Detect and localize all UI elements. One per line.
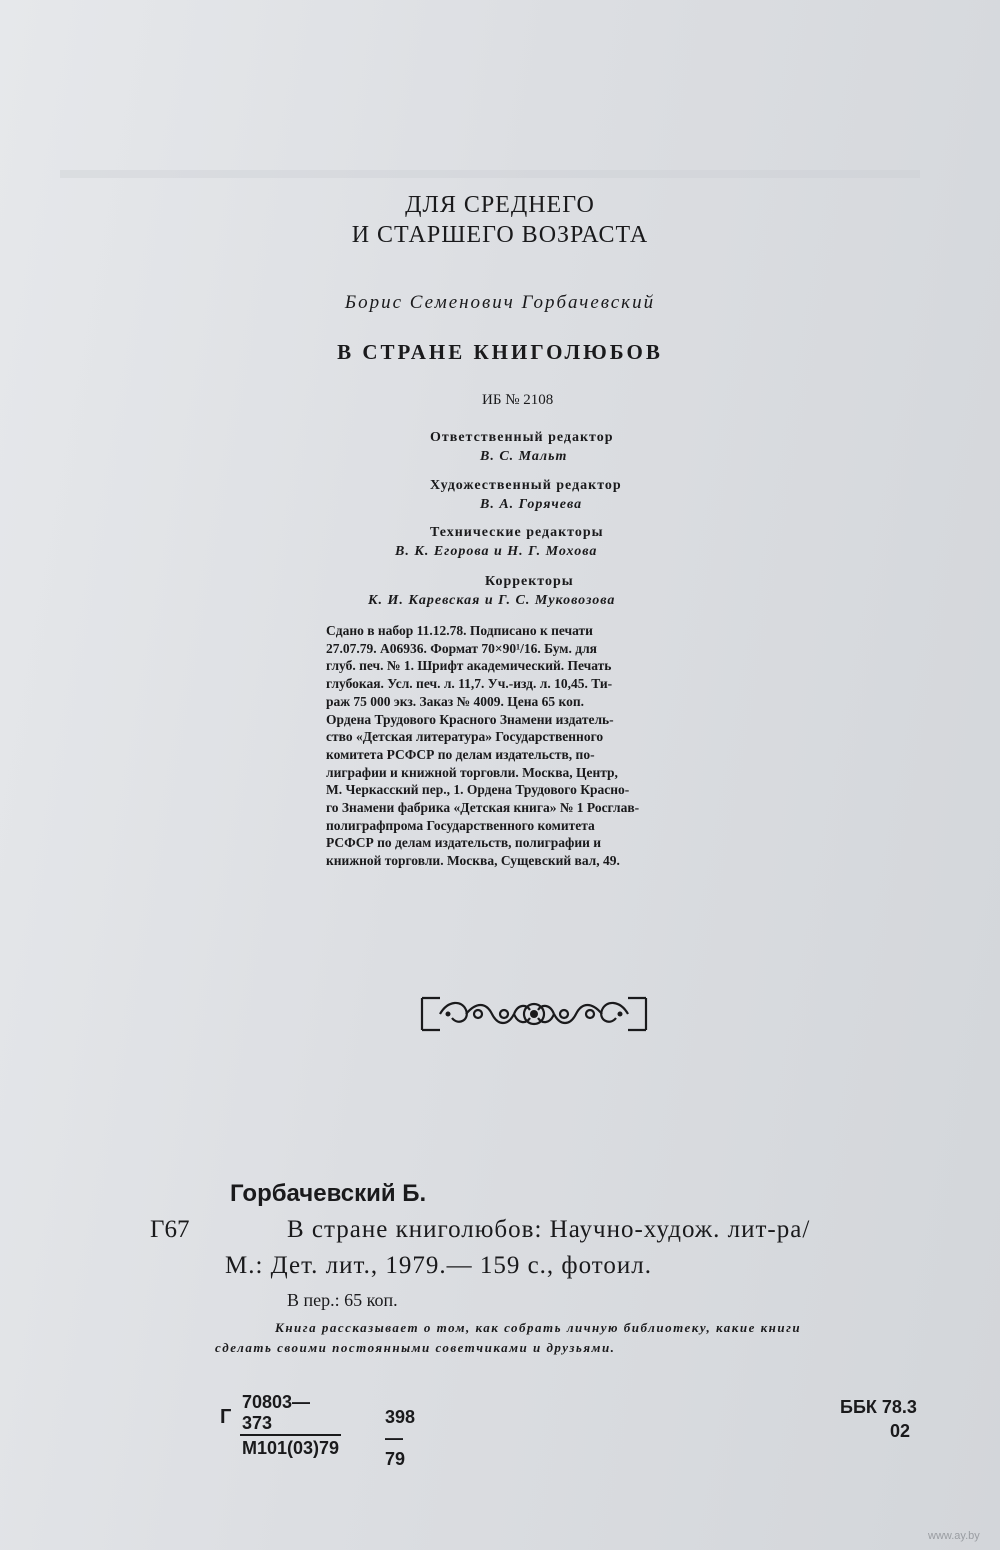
imprint-line: комитета РСФСР по делам издательств, по-: [326, 746, 595, 762]
credit-role: Корректоры: [485, 574, 574, 589]
imprint-line: ство «Детская литература» Государственного: [326, 729, 604, 745]
imprint-line: лиграфии и книжной торговли. Москва, Центр,: [326, 764, 618, 780]
credit-art-editor: [430, 476, 622, 514]
index-fraction: [240, 1392, 341, 1459]
index-denominator: М101(03)79: [242, 1438, 340, 1458]
age-group-heading: [0, 190, 1000, 250]
imprint-block: [326, 622, 748, 870]
credit-editor: [430, 428, 614, 466]
imprint-line: Ордена Трудового Красного Знамени издатель-: [326, 711, 614, 727]
catalog-title-line: В стране книголюбов: Научно-худож. лит-ра/: [287, 1216, 811, 1243]
index-numerator: 70803—373: [240, 1392, 341, 1436]
imprint-line: го Знамени фабрика «Детская книга» № 1 Росглав-: [326, 800, 640, 816]
index-tail: 398—79: [385, 1407, 416, 1469]
imprint-line: полиграфпрома Государственного комитета: [326, 817, 595, 833]
book-annotation: [215, 1318, 925, 1358]
imprint-line: глубокая. Усл. печ. л. 11,7. Уч.-изд. л. 10,45. Ти-: [326, 676, 613, 692]
age-group-line2: И СТАРШЕГО ВОЗРАСТА: [351, 222, 649, 248]
credit-proofreaders: [368, 572, 616, 610]
author-name: Борис Семенович Горбачевский: [344, 292, 656, 313]
credit-role: Ответственный редактор: [430, 430, 614, 445]
catalog-author: Горбачевский Б.: [230, 1180, 427, 1207]
credit-tech-editors: [395, 523, 604, 561]
credit-role: Художественный редактор: [430, 478, 622, 493]
bbk-sub: 02: [890, 1421, 911, 1441]
bbk-code: [840, 1395, 917, 1443]
credit-name: К. И. Каревская и Г. С. Муковозова: [368, 593, 616, 608]
ornament-divider-icon: [418, 992, 650, 1036]
age-group-line1: ДЛЯ СРЕДНЕГО: [405, 192, 595, 218]
imprint-line: М. Черкасский пер., 1. Ордена Трудового Красно-: [326, 782, 630, 798]
annotation-line: Книга рассказывает о том, как собрать личную библиотеку, какие книги: [275, 1320, 802, 1335]
imprint-line: книжной торговли. Москва, Сущевский вал, 49.: [326, 853, 620, 869]
credit-name: В. К. Егорова и Н. Г. Мохова: [395, 544, 598, 559]
imprint-line: РСФСР по делам издательств, полиграфии и: [326, 835, 602, 851]
credit-name: В. А. Горячева: [480, 497, 583, 512]
book-title: В СТРАНЕ КНИГОЛЮБОВ: [337, 340, 663, 364]
imprint-line: 27.07.79. А06936. Формат 70×90¹/16. Бум. для: [326, 640, 597, 656]
bbk-label: ББК 78.3: [840, 1397, 917, 1417]
index-prefix: Г: [220, 1406, 232, 1428]
imprint-line: раж 75 000 экз. Заказ № 4009. Цена 65 коп.: [326, 693, 584, 709]
credit-name: В. С. Мальт: [480, 449, 568, 464]
annotation-line: сделать своими постоянными советчиками и друзьями.: [215, 1340, 616, 1355]
imprint-line: глуб. печ. № 1. Шрифт академический. Печать: [326, 658, 612, 674]
catalog-publisher-line: М.: Дет. лит., 1979.— 159 с., фотоил.: [225, 1252, 652, 1279]
imprint-line: Сдано в набор 11.12.78. Подписано к печати: [326, 623, 593, 638]
catalog-price: В пер.: 65 коп.: [287, 1290, 398, 1310]
site-watermark: www.ay.by: [928, 1530, 980, 1542]
catalog-code: Г67: [150, 1216, 190, 1243]
credit-role: Технические редакторы: [430, 525, 604, 540]
ib-number: ИБ № 2108: [482, 392, 554, 408]
